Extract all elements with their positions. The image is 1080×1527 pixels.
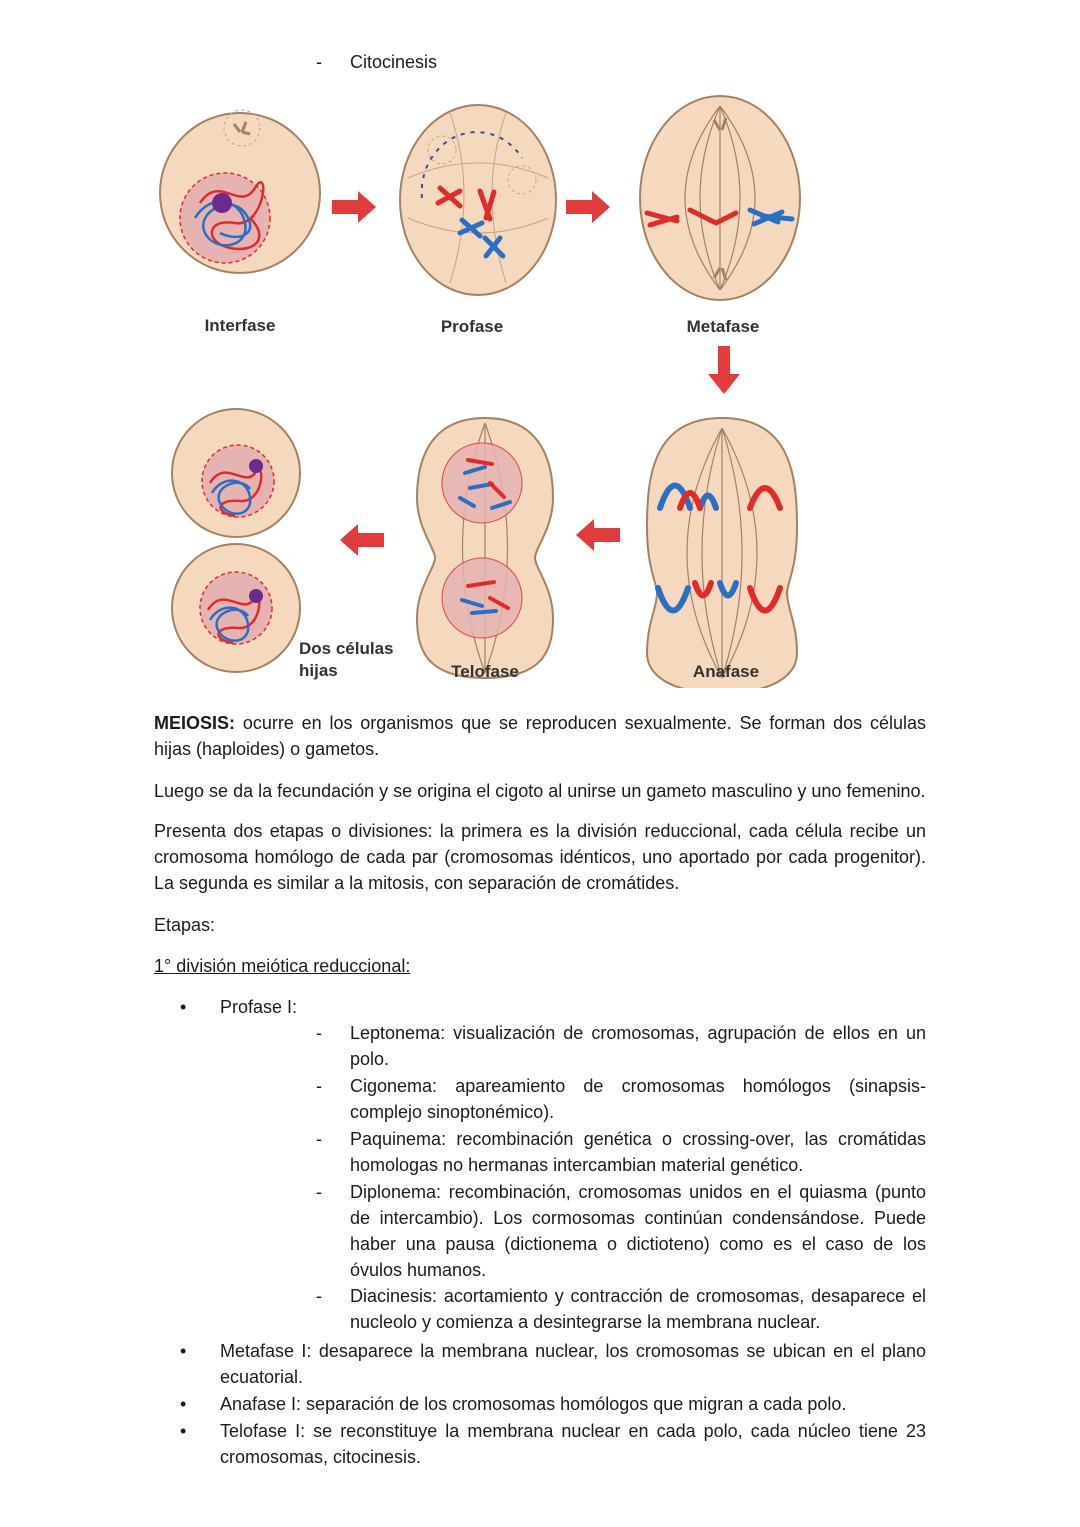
bullet-icon: • [180, 1421, 187, 1441]
label-interfase: Interfase [204, 316, 276, 335]
interfase-cell [160, 110, 320, 273]
substage-cigonema: Cigonema: apareamiento de cromosomas homólogos (sinapsis-complejo sinoptonémico). [350, 1076, 926, 1122]
substage-leptonema: Leptonema: visualización de cromosomas, agrupación de ellos en un polo. [350, 1023, 926, 1069]
bullet-icon: • [180, 997, 187, 1017]
arrow-down-icon [708, 346, 740, 394]
fecundacion-paragraph: Luego se da la fecundación y se origina el cigoto al unirse un gameto masculino y uno femenino. [154, 781, 926, 801]
label-dos-celulas: Dos células [299, 639, 394, 658]
dash-icon: - [316, 1182, 322, 1202]
dash-icon: - [316, 1076, 322, 1096]
dash-icon: - [316, 1129, 322, 1149]
meiosis-intro [154, 710, 926, 762]
stage-metafase-i: Metafase I: desaparece la membrana nuclear, los cromosomas se ubican en el plano ecuatorial. [220, 1341, 926, 1387]
dash-icon: - [316, 1023, 322, 1043]
dash-icon: - [316, 1286, 322, 1306]
divisiones-paragraph: Presenta dos etapas o divisiones: la primera es la división reduccional, cada célula recibe un cromosoma homólogo de cada par (cromosomas idénticos, uno aportado por cada progenitor). La segunda es similar a la mitosis, con separación de cromátides. [154, 821, 926, 893]
label-hijas: hijas [299, 661, 338, 680]
etapas-label: Etapas: [154, 915, 216, 935]
substage-paquinema: Paquinema: recombinación genética o crossing-over, las cromátidas homologas no hermanas intercambian material genético. [350, 1129, 926, 1175]
label-anafase: Anafase [692, 662, 760, 681]
profase-cell [400, 105, 556, 295]
list-dash: - [316, 52, 322, 72]
telofase-cell [417, 418, 553, 678]
label-profase: Profase [440, 317, 504, 336]
citocinesis-item: Citocinesis [350, 52, 438, 72]
bullet-icon: • [180, 1394, 187, 1414]
metafase-cell [640, 96, 800, 300]
arrow-right-icon [566, 191, 610, 223]
bullet-icon: • [180, 1341, 187, 1361]
substage-diacinesis: Diacinesis: acortamiento y contracción de cromosomas, desaparece el nucleolo y comienza a desintegrarse la membrana nuclear. [350, 1286, 926, 1332]
anafase-cell [647, 418, 797, 688]
substage-diplonema: Diplonema: recombinación, cromosomas unidos en el quiasma (punto de intercambio). Los cormosomas continúan condensándose. Puede haber una pausa (dictionema o dictioteno) como es el caso de los óvulos humanos. [350, 1182, 926, 1280]
arrow-left-icon [576, 519, 620, 551]
meiosis-title: MEIOSIS: [154, 713, 236, 733]
mitosis-diagram [150, 88, 810, 688]
daughter-cell-top [172, 409, 300, 537]
meiosis-intro-text: ocurre en los organismos que se reproducen sexualmente. Se forman dos células hijas (haploides) o gametos. [154, 713, 926, 759]
label-metafase: Metafase [686, 317, 760, 336]
arrow-left-icon [340, 524, 384, 556]
primera-division-heading: 1° división meiótica reduccional: [154, 956, 411, 976]
label-telofase: Telofase [451, 662, 519, 681]
daughter-cell-bottom [172, 544, 300, 672]
stage-telofase-i: Telofase I: se reconstituye la membrana nuclear en cada polo, cada núcleo tiene 23 cromosomas, citocinesis. [220, 1421, 926, 1467]
stage-anafase-i: Anafase I: separación de los cromosomas homólogos que migran a cada polo. [220, 1394, 847, 1414]
stage-profase-i: Profase I: [220, 997, 298, 1017]
arrow-right-icon [332, 191, 376, 223]
